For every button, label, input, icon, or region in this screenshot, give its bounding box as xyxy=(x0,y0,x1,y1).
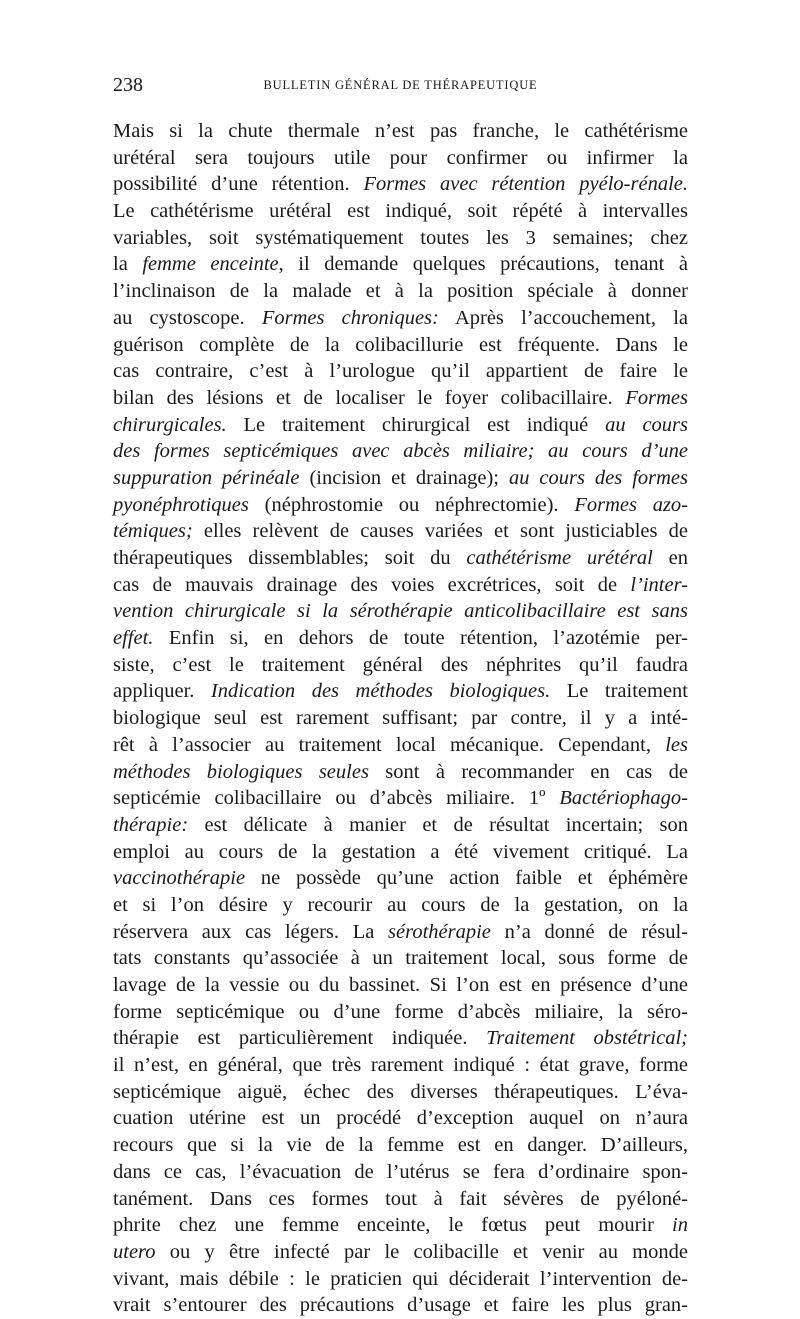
text-segment: sont à recommander en cas de xyxy=(368,760,688,783)
text-line xyxy=(113,358,688,385)
text-line xyxy=(113,892,688,919)
text-segment: ou y être infecté par le colibacille et venir au monde xyxy=(155,1240,688,1263)
text-segment: possibilité d’une rétention. xyxy=(113,173,364,196)
text-segment: Le cathétérisme urétéral est indiqué, soit répété à intervalles xyxy=(113,200,688,223)
text-line xyxy=(113,1239,688,1266)
text-segment: forme septicémique ou d’une forme d’abcès miliaire, la séro- xyxy=(113,1000,688,1023)
text-line xyxy=(113,945,688,972)
body-text xyxy=(113,118,689,1317)
text-segment: Enfin si, en dehors de toute rétention, l’azotémie per- xyxy=(153,627,688,650)
italic-text: des formes septicémiques avec abcès miliaire; au cours d’une xyxy=(113,440,688,463)
italic-text: méthodes biologiques seules xyxy=(113,760,369,783)
text-line xyxy=(113,492,688,519)
italic-text: effet. xyxy=(113,627,154,650)
text-segment: au cystoscope. xyxy=(113,306,262,329)
text-segment: cas de mauvais drainage des voies excrétrices, soit de xyxy=(113,573,631,596)
text-line xyxy=(113,1159,688,1186)
text-segment: Le traitement xyxy=(550,680,688,703)
text-line xyxy=(113,518,688,545)
text-line xyxy=(113,919,688,946)
italic-text: pyonéphrotiques xyxy=(113,493,249,516)
text-line xyxy=(113,278,688,305)
text-line xyxy=(113,545,688,572)
text-line xyxy=(113,438,688,465)
text-line xyxy=(113,305,688,332)
text-segment: septicémique aiguë, échec des diverses thérapeutiques. L’éva- xyxy=(113,1080,688,1103)
text-line xyxy=(113,652,688,679)
italic-text: vention chirurgicale si la sérothérapie anticolibacillaire est sans xyxy=(113,600,688,623)
text-segment: tats constants qu’associée à un traitement local, sous forme de xyxy=(113,947,688,970)
text-segment: rêt à l’associer au traitement local mécanique. Cependant, xyxy=(113,733,666,756)
text-segment: vivant, mais débile : le praticien qui déciderait l’intervention de- xyxy=(113,1267,688,1290)
text-line xyxy=(113,759,688,786)
text-line xyxy=(113,598,688,625)
italic-text: in xyxy=(672,1214,688,1237)
text-line xyxy=(113,1052,688,1079)
italic-text: Formes avec rétention pyélo-rénale. xyxy=(363,173,688,196)
text-segment: il n’est, en général, que très rarement indiqué : état grave, forme xyxy=(113,1054,688,1077)
text-segment: Le traitement chirurgical est indiqué xyxy=(226,413,606,436)
italic-text: cathétérisme urétéral xyxy=(466,547,653,569)
text-segment: et si l’on désire y recourir au cours de la gestation, on la xyxy=(113,893,688,916)
text-line xyxy=(113,812,688,839)
text-line xyxy=(113,1105,688,1132)
text-segment: dans ce cas, l’évacuation de l’utérus se fera d’ordinaire spon- xyxy=(113,1160,688,1183)
text-segment: lavage de la vessie ou du bassinet. Si l’on est en présence d’une xyxy=(113,974,688,996)
text-line xyxy=(113,225,688,252)
italic-text: Formes azo- xyxy=(574,493,688,516)
text-line xyxy=(113,145,688,172)
italic-text: au cours des formes xyxy=(508,466,689,489)
text-segment: recours que si la vie de la femme est en danger. D’ailleurs, xyxy=(113,1134,688,1157)
text-line xyxy=(113,1132,688,1159)
text-line xyxy=(113,171,688,198)
text-line xyxy=(113,999,688,1026)
italic-text: l’inter- xyxy=(630,573,688,596)
text-segment: emploi au cours de la gestation a été vivement critiqué. La xyxy=(113,840,688,863)
text-segment: appliquer. xyxy=(113,680,211,703)
text-segment: urétéral sera toujours utile pour confirmer ou infirmer la xyxy=(113,146,688,169)
italic-text: femme enceinte xyxy=(142,253,279,276)
italic-text: vaccinothérapie xyxy=(113,867,246,890)
text-line xyxy=(113,1186,688,1213)
text-segment: guérison complète de la colibacillurie est fréquente. Dans le xyxy=(113,333,688,356)
text-segment: bilan des lésions et de localiser le foyer colibacillaire. xyxy=(113,386,626,409)
italic-text: Indication des méthodes biologiques. xyxy=(210,680,551,703)
text-segment: Après l’accouchement, la xyxy=(438,306,688,329)
page-number: 238 xyxy=(113,74,143,96)
text-segment: cuation utérine est un procédé d’exception auquel on n’aura xyxy=(113,1107,688,1130)
text-segment: Mais si la chute thermale n’est pas franche, le cathétérisme xyxy=(113,120,688,142)
italic-text: suppuration périnéale xyxy=(113,466,300,489)
italic-text: Bactériophago- xyxy=(559,787,688,810)
text-segment: elles relèvent de causes variées et sont justiciables de xyxy=(192,520,688,543)
text-line xyxy=(113,625,688,652)
text-segment: thérapie est particulièrement indiquée. xyxy=(113,1027,487,1050)
text-segment: n’a donné de résul- xyxy=(490,920,688,943)
text-line xyxy=(113,732,688,759)
text-line xyxy=(113,1079,688,1106)
italic-text: les xyxy=(665,733,688,756)
text-segment: siste, c’est le traitement général des néphrites qu’il faudra xyxy=(113,653,688,676)
text-line xyxy=(113,118,688,145)
text-line xyxy=(113,412,688,439)
text-line xyxy=(113,1212,688,1239)
italic-text: utero xyxy=(113,1240,156,1263)
text-segment: (incision et drainage); xyxy=(299,466,509,489)
text-segment: variables, soit systématiquement toutes les 3 semaines; chez xyxy=(113,226,688,249)
italic-text: sérothérapie xyxy=(388,920,491,943)
text-line xyxy=(113,865,688,892)
text-line xyxy=(113,839,688,866)
text-line xyxy=(113,1292,688,1319)
text-line xyxy=(113,705,688,732)
text-line xyxy=(113,385,688,412)
text-segment: tanément. Dans ces formes tout à fait sévères de pyéloné- xyxy=(113,1187,688,1210)
text-segment: l’inclinaison de la malade et à la position spéciale à donner xyxy=(113,280,688,303)
text-line xyxy=(113,972,688,999)
page-header xyxy=(113,74,688,98)
text-line xyxy=(113,572,688,599)
italic-text: chirurgicales. xyxy=(113,413,227,436)
running-head: BULLETIN GÉNÉRAL DE THÉRAPEUTIQUE xyxy=(263,78,538,92)
text-line xyxy=(113,785,688,812)
text-line xyxy=(113,251,688,278)
text-segment: vrait s’entourer des précautions d’usage et faire les plus gran- xyxy=(113,1294,688,1317)
italic-text: témiques; xyxy=(113,520,193,543)
italic-text: thérapie: xyxy=(113,813,189,836)
text-line xyxy=(113,465,688,492)
text-segment: phrite chez une femme enceinte, le fœtus peut mourir xyxy=(113,1214,673,1237)
text-segment: , il demande quelques précautions, tenant à xyxy=(278,253,689,276)
italic-text: Formes chroniques: xyxy=(261,306,439,329)
text-line xyxy=(113,332,688,359)
text-segment: septicémie colibacillaire ou d’abcès miliaire. 1º xyxy=(113,787,560,810)
text-line xyxy=(113,1025,688,1052)
text-segment: la xyxy=(113,253,143,276)
text-segment: en xyxy=(652,547,688,569)
text-segment: (néphrostomie ou néphrectomie). xyxy=(248,493,575,516)
italic-text: au cours xyxy=(605,413,688,436)
text-segment: ne possède qu’une action faible et éphémère xyxy=(245,867,688,890)
text-line xyxy=(113,1266,688,1293)
text-segment: thérapeutiques dissemblables; soit du xyxy=(113,547,467,569)
text-line xyxy=(113,198,688,225)
text-line xyxy=(113,678,688,705)
text-segment: réservera aux cas légers. La xyxy=(113,920,389,943)
text-segment: biologique seul est rarement suffisant; par contre, il y a inté- xyxy=(113,707,688,730)
text-segment: cas contraire, c’est à l’urologue qu’il appartient de faire le xyxy=(113,360,688,383)
italic-text: Traitement obstétrical; xyxy=(486,1027,688,1050)
italic-text: Formes xyxy=(625,386,688,409)
text-segment: est délicate à manier et de résultat incertain; son xyxy=(188,813,688,836)
